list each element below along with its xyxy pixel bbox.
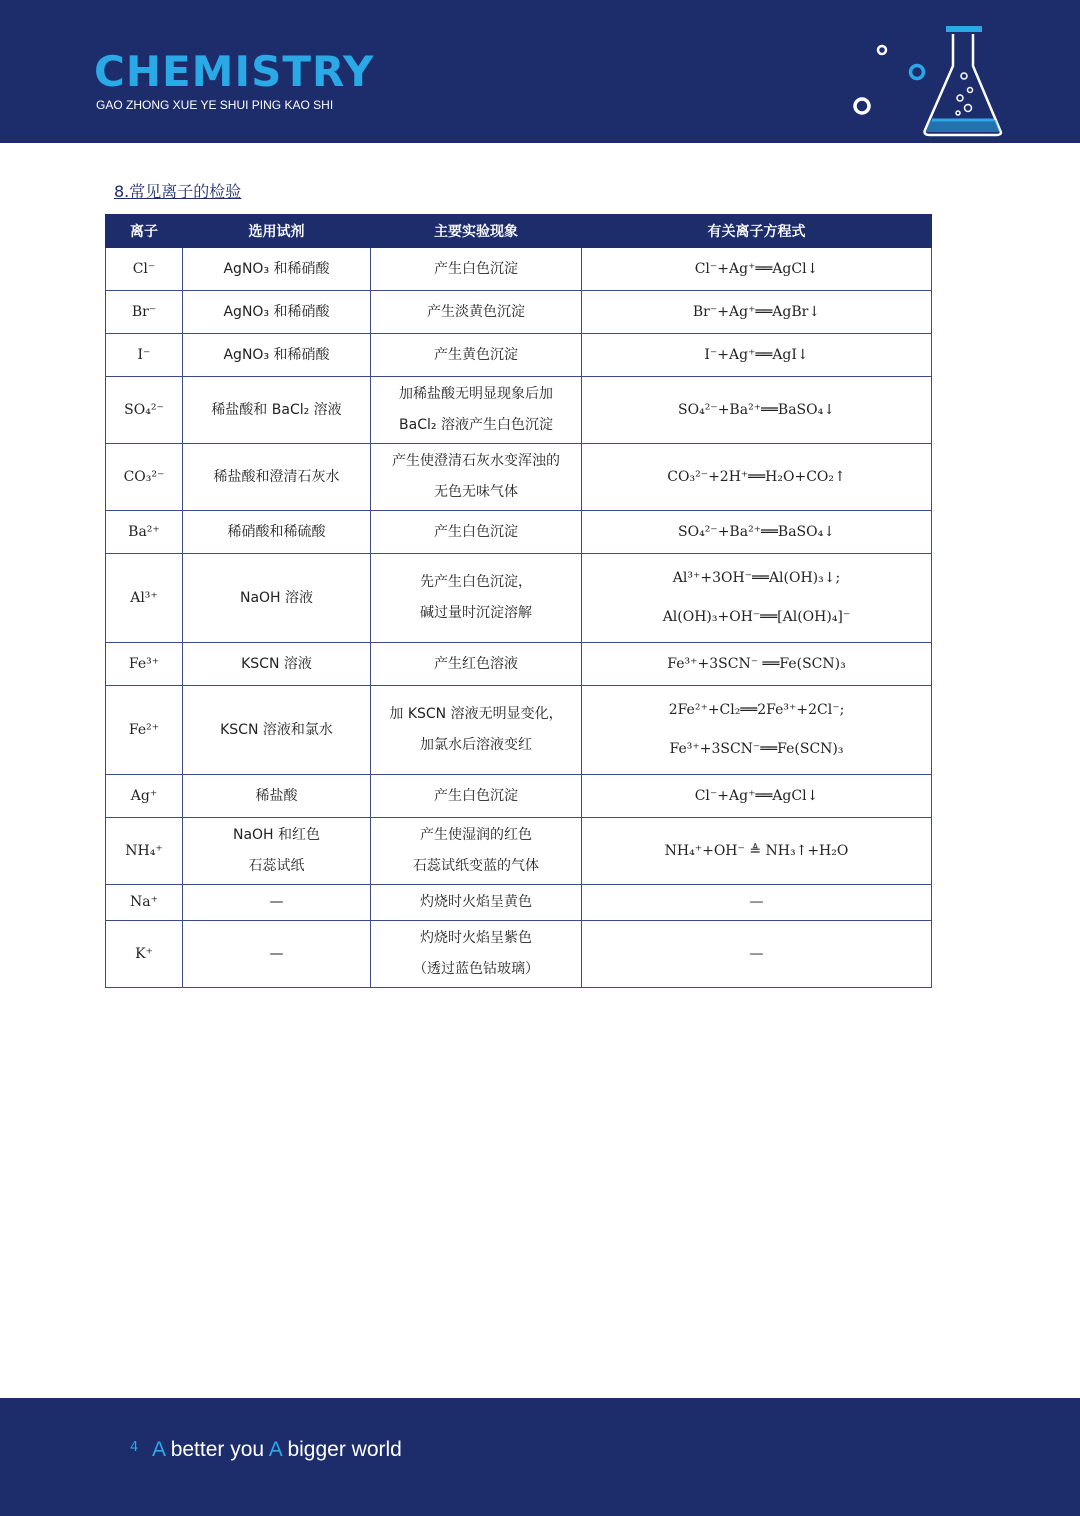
phenomenon-cell: 产生黄色沉淀 — [371, 334, 582, 377]
equation-line: Al(OH)₃+OH⁻══[Al(OH)₄]⁻ — [662, 609, 851, 625]
reagent-cell: KSCN 溶液和氯水 — [183, 686, 371, 775]
brand-title: CHEMISTRY — [94, 47, 375, 96]
equation-cell: Cl⁻+Ag⁺══AgCl↓ — [582, 775, 932, 818]
reagent-line: 石蕊试纸 — [248, 858, 305, 874]
reagent-cell: KSCN 溶液 — [183, 643, 371, 686]
ion-cell: NH₄⁺ — [106, 818, 183, 885]
table-row — [106, 643, 932, 686]
section-title: 8.常见离子的检验 — [114, 182, 242, 201]
phenomenon-line: 加 KSCN 溶液无明显变化， — [389, 706, 563, 722]
table-row — [106, 921, 932, 988]
page-header — [0, 0, 1080, 143]
phenomenon-cell: 产生白色沉淀 — [371, 511, 582, 554]
ion-cell: Al³⁺ — [106, 554, 183, 643]
table-row — [106, 334, 932, 377]
equation-line: 2Fe²⁺+Cl₂══2Fe³⁺+2Cl⁻; — [668, 702, 845, 718]
ion-cell: SO₄²⁻ — [106, 377, 183, 444]
table-row — [106, 775, 932, 818]
col-header-phenomenon: 主要实验现象 — [371, 215, 582, 248]
reagent-cell: AgNO₃ 和稀硝酸 — [183, 291, 371, 334]
reagent-cell: 稀盐酸和澄清石灰水 — [183, 444, 371, 511]
equation-cell — [582, 554, 932, 643]
equation-cell: Fe³⁺+3SCN⁻ ══Fe(SCN)₃ — [582, 643, 932, 686]
ion-cell: Na⁺ — [106, 885, 183, 921]
phenomenon-line: 产生使澄清石灰水变浑浊的 — [392, 453, 560, 469]
col-header-ion: 离子 — [106, 215, 183, 248]
ion-cell: Br⁻ — [106, 291, 183, 334]
brand-subtitle: GAO ZHONG XUE YE SHUI PING KAO SHI — [96, 98, 334, 112]
reagent-cell: 稀硝酸和稀硫酸 — [183, 511, 371, 554]
slogan — [152, 1436, 402, 1464]
table-row — [106, 686, 932, 775]
ion-cell: Ag⁺ — [106, 775, 183, 818]
phenomenon-cell: 产生白色沉淀 — [371, 775, 582, 818]
ion-cell: Ba²⁺ — [106, 511, 183, 554]
phenomenon-cell — [371, 444, 582, 511]
equation-cell: I⁻+Ag⁺══AgI↓ — [582, 334, 932, 377]
table-row — [106, 818, 932, 885]
equation-cell: Br⁻+Ag⁺══AgBr↓ — [582, 291, 932, 334]
reagent-cell — [183, 818, 371, 885]
table-row — [106, 444, 932, 511]
equation-cell: SO₄²⁻+Ba²⁺══BaSO₄↓ — [582, 511, 932, 554]
phenomenon-line: （透过蓝色钴玻璃） — [413, 961, 539, 977]
col-header-reagent: 选用试剂 — [183, 215, 371, 248]
equation-cell: — — [582, 921, 932, 988]
reagent-line: NaOH 和红色 — [232, 827, 321, 843]
reagent-cell: — — [183, 885, 371, 921]
ion-cell: Fe²⁺ — [106, 686, 183, 775]
table-header-row — [106, 215, 932, 248]
reagent-cell: NaOH 溶液 — [183, 554, 371, 643]
slogan-text: better you — [164, 1438, 269, 1461]
phenomenon-line: 碱过量时沉淀溶解 — [420, 605, 532, 621]
phenomenon-cell — [371, 377, 582, 444]
phenomenon-cell — [371, 921, 582, 988]
reagent-cell: 稀盐酸和 BaCl₂ 溶液 — [183, 377, 371, 444]
phenomenon-line: 无色无味气体 — [434, 484, 518, 500]
ion-cell: CO₃²⁻ — [106, 444, 183, 511]
phenomenon-cell — [371, 554, 582, 643]
col-header-equation: 有关离子方程式 — [582, 215, 932, 248]
ion-cell: Fe³⁺ — [106, 643, 183, 686]
table-row — [106, 511, 932, 554]
phenomenon-cell: 产生红色溶液 — [371, 643, 582, 686]
equation-line: Fe³⁺+3SCN⁻══Fe(SCN)₃ — [669, 741, 844, 757]
reagent-cell: 稀盐酸 — [183, 775, 371, 818]
phenomenon-cell: 产生淡黄色沉淀 — [371, 291, 582, 334]
phenomenon-line: 石蕊试纸变蓝的气体 — [413, 858, 539, 874]
phenomenon-line: 产生使湿润的红色 — [420, 827, 532, 843]
page-number: 4 — [130, 1440, 139, 1455]
table-row — [106, 291, 932, 334]
ion-cell: I⁻ — [106, 334, 183, 377]
phenomenon-line: 灼烧时火焰呈紫色 — [420, 930, 532, 946]
table-row — [106, 248, 932, 291]
reagent-cell: — — [183, 921, 371, 988]
equation-cell: Cl⁻+Ag⁺══AgCl↓ — [582, 248, 932, 291]
equation-cell — [582, 686, 932, 775]
equation-line: Al³⁺+3OH⁻══Al(OH)₃↓; — [672, 570, 841, 586]
phenomenon-cell — [371, 686, 582, 775]
ion-test-table — [105, 214, 932, 988]
phenomenon-cell: 产生白色沉淀 — [371, 248, 582, 291]
equation-cell: NH₄⁺+OH⁻ ≜ NH₃↑+H₂O — [582, 818, 932, 885]
reagent-cell: AgNO₃ 和稀硝酸 — [183, 334, 371, 377]
slogan-accent: A — [268, 1438, 282, 1461]
phenomenon-line: 先产生白色沉淀， — [420, 574, 532, 590]
table-row — [106, 885, 932, 921]
slogan-text: bigger world — [281, 1438, 402, 1461]
phenomenon-cell: 灼烧时火焰呈黄色 — [371, 885, 582, 921]
ion-cell: K⁺ — [106, 921, 183, 988]
ion-cell: Cl⁻ — [106, 248, 183, 291]
table-row — [106, 554, 932, 643]
phenomenon-line: BaCl₂ 溶液产生白色沉淀 — [399, 417, 553, 433]
equation-cell: — — [582, 885, 932, 921]
phenomenon-line: 加稀盐酸无明显现象后加 — [399, 386, 553, 402]
phenomenon-cell — [371, 818, 582, 885]
flask-icon — [840, 12, 1020, 142]
slogan-accent: A — [152, 1438, 165, 1461]
equation-cell: CO₃²⁻+2H⁺══H₂O+CO₂↑ — [582, 444, 932, 511]
phenomenon-line: 加氯水后溶液变红 — [420, 737, 532, 753]
page-footer — [0, 1398, 1080, 1516]
table-row — [106, 377, 932, 444]
reagent-cell: AgNO₃ 和稀硝酸 — [183, 248, 371, 291]
equation-cell: SO₄²⁻+Ba²⁺══BaSO₄↓ — [582, 377, 932, 444]
